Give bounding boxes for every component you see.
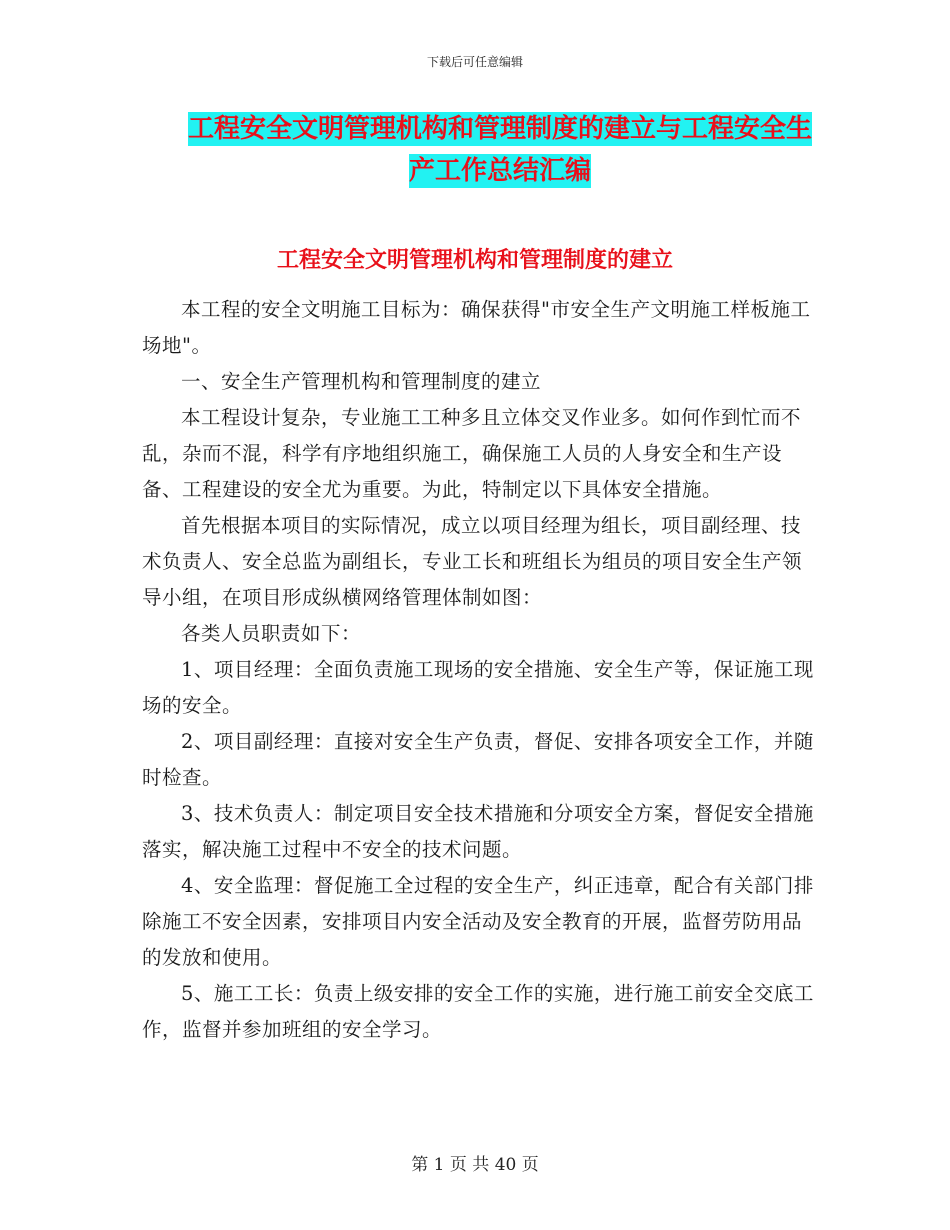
paragraph-duty-project-manager: 1、项目经理：全面负责施工现场的安全措施、安全生产等，保证施工现场的安全。 xyxy=(142,658,814,717)
paragraph-duty-technical-lead: 3、技术负责人：制定项目安全技术措施和分项安全方案，督促安全措施落实，解决施工过程中不安全的技术问题。 xyxy=(142,802,814,861)
heading-management-structure: 一、安全生产管理机构和管理制度的建立 xyxy=(181,370,542,393)
paragraph-project-overview: 本工程设计复杂，专业施工工种多且立体交叉作业多。如何作到忙而不乱，杂而不混，科学有序地组织施工，确保施工人员的人身安全和生产设备、工程建设的安全尤为重要。为此，特制定以下具体安全措施。 xyxy=(142,406,802,501)
paragraph-duty-safety-supervisor: 4、安全监理：督促施工全过程的安全生产，纠正违章，配合有关部门排除施工不安全因素，安排项目内安全活动及安全教育的开展，监督劳防用品的发放和使用。 xyxy=(142,874,814,969)
document-body xyxy=(142,292,814,1048)
paragraph-leadership-group: 首先根据本项目的实际情况，成立以项目经理为组长，项目副经理、技术负责人、安全总监为副组长，专业工长和班组长为组员的项目安全生产领导小组，在项目形成纵横网络管理体制如图： xyxy=(142,514,803,609)
page-number: 第 1 页 共 40 页 xyxy=(411,1155,539,1175)
paragraph-duties-intro: 各类人员职责如下： xyxy=(181,622,362,645)
page-header-note: 下载后可任意编辑 xyxy=(426,55,523,69)
document-title xyxy=(180,108,820,192)
paragraph-duty-foreman: 5、施工工长：负责上级安排的安全工作的实施，进行施工前安全交底工作，监督并参加班组的安全学习。 xyxy=(142,982,814,1041)
section-title: 工程安全文明管理机构和管理制度的建立 xyxy=(276,248,673,273)
document-title-text: 工程安全文明管理机构和管理制度的建立与工程安全生产工作总结汇编 xyxy=(187,114,812,186)
paragraph-duty-deputy-manager: 2、项目副经理：直接对安全生产负责，督促、安排各项安全工作，并随时检查。 xyxy=(142,730,814,789)
paragraph-safety-goal: 本工程的安全文明施工目标为：确保获得"市安全生产文明施工样板施工场地"。 xyxy=(142,298,811,357)
